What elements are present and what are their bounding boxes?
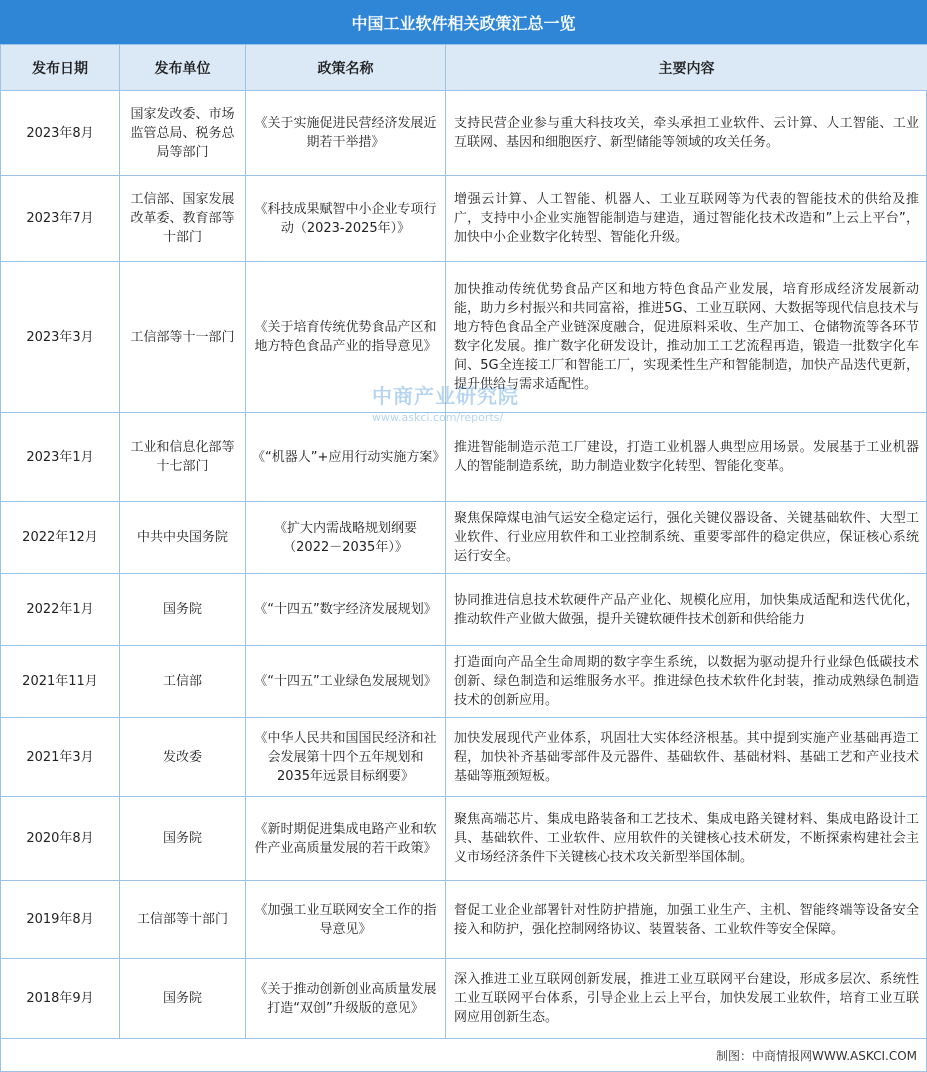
cell-date: 2019年8月 xyxy=(1,881,120,959)
cell-unit: 国务院 xyxy=(120,959,246,1039)
cell-policy-name: 《关于培育传统优势食品产区和地方特色食品产业的指导意见》 xyxy=(246,262,446,413)
cell-policy-name: 《中华人民共和国国民经济和社会发展第十四个五年规划和2035年远景目标纲要》 xyxy=(246,718,446,797)
cell-policy-name: 《科技成果赋智中小企业专项行动（2023-2025年）》 xyxy=(246,176,446,262)
table-row xyxy=(1,502,927,574)
table-title: 中国工业软件相关政策汇总一览 xyxy=(0,0,927,44)
table-row xyxy=(1,881,927,959)
cell-unit: 国家发改委、市场监管总局、税务总局等部门 xyxy=(120,91,246,176)
table-row xyxy=(1,718,927,797)
header-content: 主要内容 xyxy=(446,45,927,91)
table-row xyxy=(1,262,927,413)
cell-content: 督促工业企业部署针对性防护措施，加强工业生产、主机、智能终端等设备安全接入和防护，强化控制网络协议、装置装备、工业软件等安全保障。 xyxy=(446,881,927,959)
cell-content: 加快发展现代产业体系，巩固壮大实体经济根基。其中提到实施产业基础再造工程，加快补齐基础零部件及元器件、基础软件、基础材料、基础工艺和产业技术基础等瓶颈短板。 xyxy=(446,718,927,797)
cell-date: 2023年7月 xyxy=(1,176,120,262)
cell-content: 增强云计算、人工智能、机器人、工业互联网等为代表的智能技术的供给及推广，支持中小企业实施智能制造与建造，通过智能化技术改造和”上云上平台”，加快中小企业数字化转型、智能化升级。 xyxy=(446,176,927,262)
cell-date: 2023年3月 xyxy=(1,262,120,413)
cell-content: 聚焦高端芯片、集成电路装备和工艺技术、集成电路关键材料、集成电路设计工具、基础软件、工业软件、应用软件的关键核心技术研发，不断探索构建社会主义市场经济条件下关键核心技术攻关新型举国体制。 xyxy=(446,797,927,881)
cell-unit: 国务院 xyxy=(120,797,246,881)
table-row xyxy=(1,413,927,502)
footer-credit: 制图：中商情报网WWW.ASKCI.COM xyxy=(716,1049,917,1063)
cell-policy-name: 《“十四五”工业绿色发展规划》 xyxy=(246,646,446,718)
cell-content: 打造面向产品全生命周期的数字孪生系统，以数据为驱动提升行业绿色低碳技术创新、绿色制造和运维服务水平。推进绿色技术软件化封装，推动成熟绿色制造技术的创新应用。 xyxy=(446,646,927,718)
cell-policy-name: 《扩大内需战略规划纲要（2022－2035年）》 xyxy=(246,502,446,574)
cell-date: 2022年12月 xyxy=(1,502,120,574)
cell-content: 深入推进工业互联网创新发展，推进工业互联网平台建设，形成多层次、系统性工业互联网平台体系，引导企业上云上平台，加快发展工业软件，培育工业互联网应用创新生态。 xyxy=(446,959,927,1039)
cell-unit: 国务院 xyxy=(120,574,246,646)
cell-unit: 工信部 xyxy=(120,646,246,718)
table-row xyxy=(1,574,927,646)
watermark-name: 中商产业研究院 xyxy=(372,384,519,408)
cell-content: 支持民营企业参与重大科技攻关，牵头承担工业软件、云计算、人工智能、工业互联网、基因和细胞医疗、新型储能等领域的攻关任务。 xyxy=(446,91,927,176)
cell-date: 2021年11月 xyxy=(1,646,120,718)
cell-policy-name: 《关于实施促进民营经济发展近期若干举措》 xyxy=(246,91,446,176)
cell-policy-name: 《加强工业互联网安全工作的指导意见》 xyxy=(246,881,446,959)
cell-date: 2020年8月 xyxy=(1,797,120,881)
cell-unit: 工业和信息化部等十七部门 xyxy=(120,413,246,502)
header-row xyxy=(1,45,927,91)
table-row xyxy=(1,646,927,718)
header-unit: 发布单位 xyxy=(120,45,246,91)
cell-policy-name: 《“十四五”数字经济发展规划》 xyxy=(246,574,446,646)
header-date: 发布日期 xyxy=(1,45,120,91)
cell-content: 加快推动传统优势食品产区和地方特色食品产业发展，培育形成经济发展新动能，助力乡村振兴和共同富裕，推进5G、工业互联网、大数据等现代信息技术与地方特色食品全产业链深度融合，促进原料采收、生产加工、仓储物流等各环节数字化发展。推广数字化研发设计，推动加工工艺流程再造，锻造一批数字化车间、5G全连接工厂和智能工厂，实现柔性生产和智能制造，加快产品迭代更新，提升供给与需求适配性。 xyxy=(446,262,927,413)
cell-content: 推进智能制造示范工厂建设，打造工业机器人典型应用场景。发展基于工业机器人的智能制造系统，助力制造业数字化转型、智能化变革。 xyxy=(446,413,927,502)
watermark-url: www.askci.com/reports/ xyxy=(372,411,504,424)
table-row xyxy=(1,797,927,881)
table-row xyxy=(1,176,927,262)
cell-date: 2023年1月 xyxy=(1,413,120,502)
cell-unit: 工信部等十部门 xyxy=(120,881,246,959)
cell-unit: 中共中央国务院 xyxy=(120,502,246,574)
policy-table xyxy=(0,44,927,1039)
cell-unit: 工信部、国家发展改革委、教育部等十部门 xyxy=(120,176,246,262)
cell-unit: 发改委 xyxy=(120,718,246,797)
cell-policy-name: 《关于推动创新创业高质量发展打造“双创”升级版的意见》 xyxy=(246,959,446,1039)
cell-date: 2018年9月 xyxy=(1,959,120,1039)
cell-policy-name: 《“机器人”+应用行动实施方案》 xyxy=(246,413,446,502)
cell-content: 聚焦保障煤电油气运安全稳定运行，强化关键仪器设备、关键基础软件、大型工业软件、行业应用软件和工业控制系统、重要零部件的稳定供应，保证核心系统运行安全。 xyxy=(446,502,927,574)
cell-date: 2021年3月 xyxy=(1,718,120,797)
cell-policy-name: 《新时期促进集成电路产业和软件产业高质量发展的若干政策》 xyxy=(246,797,446,881)
table-row xyxy=(1,91,927,176)
cell-date: 2023年8月 xyxy=(1,91,120,176)
header-policy-name: 政策名称 xyxy=(246,45,446,91)
cell-unit: 工信部等十一部门 xyxy=(120,262,246,413)
cell-content: 协同推进信息技术软硬件产品产业化、规模化应用，加快集成适配和迭代优化，推动软件产业做大做强，提升关键软硬件技术创新和供给能力 xyxy=(446,574,927,646)
table-row xyxy=(1,959,927,1039)
cell-date: 2022年1月 xyxy=(1,574,120,646)
